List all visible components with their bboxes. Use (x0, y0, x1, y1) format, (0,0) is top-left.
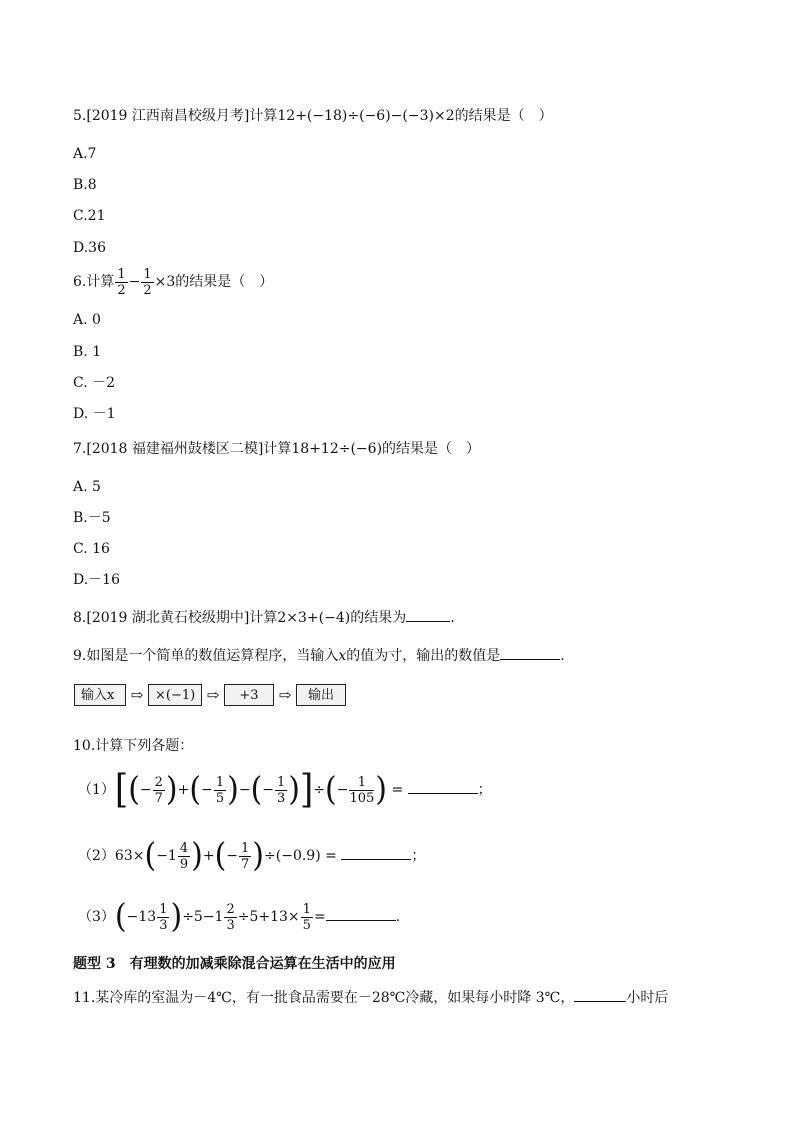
flow-arrow-icon: ⇨ (130, 686, 144, 704)
q5-option-b[interactable]: B.8 (73, 177, 97, 193)
q5-option-d[interactable]: D.36 (73, 240, 106, 256)
q6-suffix: 的结果是（ ） (175, 274, 274, 290)
q7-option-c[interactable]: C. 16 (73, 541, 110, 557)
q8-expression: 2×3+(−4) (277, 610, 351, 626)
q11-answer-blank[interactable] (574, 987, 626, 1002)
q10-p1-frac-d: $\frac{1}{105}$ (349, 774, 375, 806)
q10-part-3: （3）( −13 $\frac{1}{3}$ )÷5−1 $\frac{2}{3}$ ÷5+13× $\frac{1}{5}$ = . (78, 897, 401, 936)
q6-prefix: 6.计算 (73, 274, 115, 290)
q6-fraction-2: $\frac{1}{2}$ (143, 266, 152, 298)
q10-part-2: （2）63×( −1 $\frac{4}{9}$ )+(− $\frac{1}{7}$ )÷(−0.9) = ； (78, 836, 426, 875)
flow-diagram (74, 684, 346, 706)
q9-end: . (560, 648, 565, 664)
question-8 (73, 607, 455, 627)
q10-p3-answer-blank[interactable] (326, 906, 396, 921)
q5-prefix: 5.[2019 江西南昌校级月考]计算 (73, 108, 278, 124)
q9-text-b: 的值为寸，输出的数值是 (346, 648, 501, 664)
open-bracket: [ (114, 767, 129, 813)
q6-option-b[interactable]: B. 1 (73, 344, 102, 360)
q5-option-c[interactable]: C.21 (73, 208, 106, 224)
q7-option-d[interactable]: D.－16 (73, 572, 120, 588)
q8-end: . (450, 610, 455, 626)
q8-prefix: 8.[2019 湖北黄石校级期中]计算 (73, 610, 278, 626)
q10-p2-answer-blank[interactable] (341, 845, 411, 860)
question-10-title: 10.计算下列各题： (73, 738, 194, 754)
q9-answer-blank[interactable] (500, 645, 560, 660)
q9-variable: x (338, 648, 347, 664)
question-9 (73, 645, 565, 665)
q10-p3-frac-b: $\frac{2}{3}$ (226, 901, 235, 933)
q6-option-d[interactable]: D. －1 (73, 406, 116, 422)
section-heading: 题型 3 有理数的加减乘除混合运算在生活中的应用 (73, 956, 396, 972)
q10-p1-frac-c: $\frac{1}{3}$ (277, 774, 286, 806)
q7-suffix: 的结果是（ ） (382, 441, 481, 457)
q11-end: 小时后 (626, 990, 669, 1006)
flow-arrow-icon: ⇨ (206, 686, 220, 704)
q10-p3-mixed-number-1: −13 $\frac{1}{3}$ (126, 901, 168, 933)
question-6 (73, 264, 273, 300)
q10-p3-label: （3） (78, 909, 115, 925)
flow-multiply-box: ×(−1) (148, 684, 202, 706)
q10-p1-answer-blank[interactable] (408, 779, 478, 794)
q6-option-c[interactable]: C. －2 (73, 375, 116, 391)
q5-suffix: 的结果是（ ） (454, 108, 553, 124)
q10-p1-label: （1） (78, 782, 115, 798)
q7-expression: 18+12÷(−6) (291, 441, 383, 457)
q7-option-b[interactable]: B.－5 (73, 510, 111, 526)
q11-text: 11.某冷库的室温为－4℃，有一批食品需要在－28℃冷藏，如果每小时降 3℃， (73, 990, 575, 1006)
q10-p2-label: （2） (78, 848, 115, 864)
flow-input-box: 输入x (74, 684, 126, 706)
q7-option-a[interactable]: A. 5 (73, 479, 101, 495)
q7-prefix: 7.[2018 福建福州鼓楼区二模]计算 (73, 441, 292, 457)
flow-arrow-icon: ⇨ (278, 686, 292, 704)
q10-p1-frac-b: $\frac{1}{5}$ (215, 774, 225, 806)
q8-suffix: 的结果为 (350, 610, 407, 626)
question-11 (73, 987, 668, 1007)
q5-option-a[interactable]: A.7 (73, 146, 97, 162)
q10-part-1: （1）[(− $\frac{2}{7}$ )+(− $\frac{1}{5}$ )−(− $\frac{1}{3}$ )]÷(− $\frac{1}{105}$ ) = ； (78, 767, 492, 813)
question-7 (73, 440, 480, 458)
flow-output-box: 输出 (296, 684, 346, 706)
flow-add-box: +3 (224, 684, 274, 706)
q10-p2-mixed-number: −1 $\frac{4}{9}$ (156, 840, 189, 872)
q6-fraction-1: $\frac{1}{2}$ (117, 266, 126, 298)
q9-text-a: 9.如图是一个简单的数值运算程序，当输入 (73, 648, 339, 664)
q6-tail: ×3 (154, 274, 176, 290)
q10-p1-frac-a: $\frac{2}{7}$ (154, 774, 163, 806)
q10-p2-frac-b: $\frac{1}{7}$ (241, 840, 250, 872)
q6-minus: − (128, 274, 141, 290)
q10-p3-frac-c: $\frac{1}{5}$ (302, 901, 311, 933)
question-5 (73, 107, 553, 125)
q5-expression: 12+(−18)÷(−6)−(−3)×2 (277, 108, 455, 124)
q6-option-a[interactable]: A. 0 (73, 312, 101, 328)
q8-answer-blank[interactable] (406, 607, 450, 622)
